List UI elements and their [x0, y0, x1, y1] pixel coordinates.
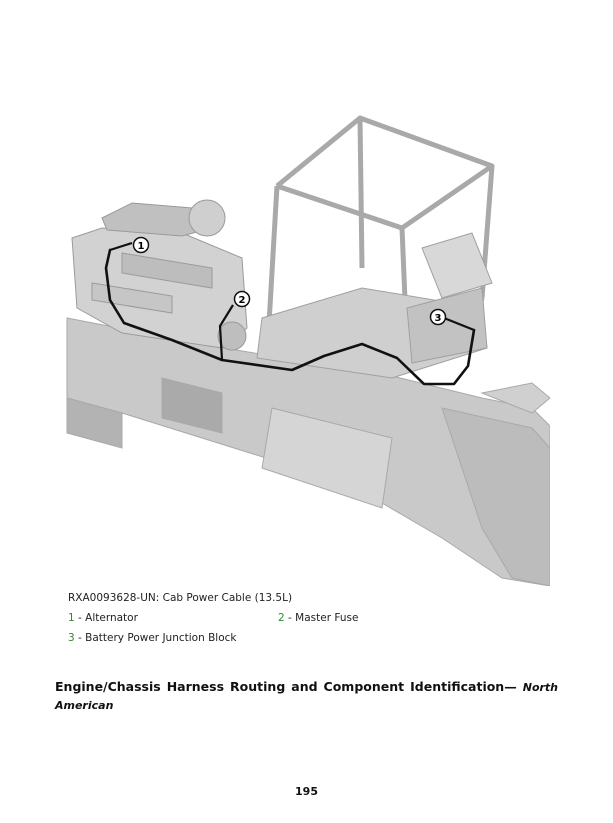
cab-power-cable-illustration — [62, 108, 550, 586]
callout-2 — [235, 292, 250, 307]
section-heading — [55, 678, 558, 714]
svg-text:1: 1 — [137, 241, 145, 252]
legend-label: Alternator — [85, 612, 138, 624]
legend-item-alternator — [68, 612, 138, 624]
legend-label: Master Fuse — [295, 612, 359, 624]
callout-1 — [134, 238, 149, 253]
svg-text:3: 3 — [434, 313, 442, 324]
legend-label: Battery Power Junction Block — [85, 632, 237, 644]
legend-separator: - — [74, 612, 86, 624]
figure-caption: RXA0093628-UN: Cab Power Cable (13.5L) — [68, 592, 293, 604]
section-heading-region: North American — [55, 681, 559, 712]
svg-text:2: 2 — [238, 295, 246, 306]
legend-separator: - — [284, 612, 296, 624]
section-heading-main: Engine/Chassis Harness Routing and Component Identification— — [55, 679, 517, 694]
legend-item-master-fuse — [278, 612, 358, 624]
cab-floor — [257, 233, 492, 378]
legend-item-battery-power-junction-block — [68, 632, 236, 644]
legend-number: 2 — [278, 612, 285, 624]
legend-number: 1 — [68, 612, 75, 624]
legend-number: 3 — [68, 632, 75, 644]
callout-3 — [431, 310, 446, 325]
page-number: 195 — [295, 785, 318, 798]
legend-separator: - — [74, 632, 86, 644]
